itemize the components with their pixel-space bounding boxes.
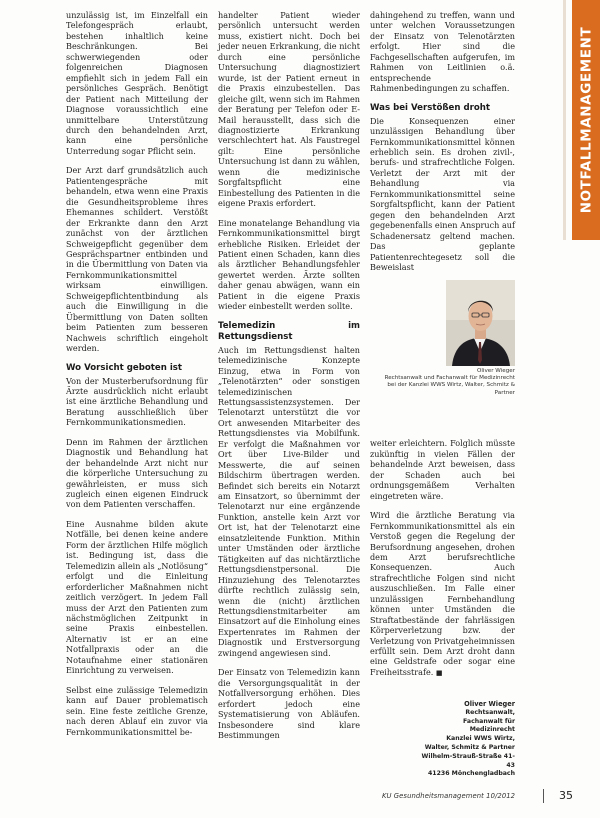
paragraph: weiter erleichtern. Folglich müsste zukünftig in vielen Fällen der behandelnde Arzt beweisen, dass der Schaden auch bei ordnungsgemäßem Verhalten eingetreten wäre.	[370, 438, 515, 501]
section-heading: Wo Vorsicht geboten ist	[66, 362, 183, 373]
paragraph-text: Wird die ärztliche Beratung via Fernkommunikationsmittel als ein Verstoß gegen die Regelung der Berufsordnung angesehen, drohen dem Arzt berufsrechtliche Konsequenzen. Auch strafrechtliche Folgen sind nicht auszuschließen. Im Falle einer unzulässigen Fernbehandlung können unter Umständen die Straftatbestände der fahrlässigen Körperverletzung bzw. der Verletzung von Privatgeheimnissen erfüllt sein. Dem Arzt droht dann eine Geldstrafe oder sogar eine Freiheitsstrafe.	[370, 510, 515, 677]
author-role: Rechtsanwalt,	[465, 708, 515, 716]
sidebar-accent-rule	[563, 0, 566, 240]
page-number: 35	[559, 789, 573, 802]
paragraph: Eine Ausnahme bilden akute Notfälle, bei denen keine andere Form der ärztlichen Hilfe möglich ist. Bedingung ist, dass die Telemedizin allein als „Notlösung“ erfolgt und die Einleitung erforderlicher Maßnahmen nicht zeitlich verzögert. In jedem Fall muss der Arzt den Patienten zum nächstmöglichen Zeitpunkt in seine Praxis einbestellen. Alternativ ist er an eine Notfallpraxis oder an die Notaufnahme einer stationären Einrichtung zu verweisen.	[66, 518, 208, 676]
text-column-2	[218, 10, 360, 749]
author-detail: 41236 Mönchengladbach	[428, 770, 515, 778]
paragraph: Eine monatelange Behandlung via Fernkommunikationsmittel birgt erhebliche Risiken. Erleidet der Patient einen Schaden, kann dies als ärztlicher Behandlungsfehler gewertet werden. Ärzte sollten daher genau abwägen, wann ein Patient in die eigene Praxis wieder einbestellt werden sollte.	[218, 217, 360, 312]
section-heading: Telemedizin im Rettungsdienst	[218, 320, 360, 342]
section-tab-sidebar	[572, 0, 600, 240]
paragraph: Der Einsatz von Telemedizin kann die Versorgungsqualität in der Notfallversorgung erhöhen. Dies erfordert jedoch eine Systematisierung von Abläufen. Insbesondere sind klare Bestimmungen	[218, 667, 360, 740]
paragraph: Selbst eine zulässige Telemedizin kann auf Dauer problematisch sein. Eine feste zeitliche Grenze, nach deren Ablauf ein zuvor via Fernkommunikationsmittel be-	[66, 684, 208, 737]
author-portrait-image	[446, 280, 515, 366]
text-column-1	[66, 10, 208, 746]
section-heading: Was bei Verstößen droht	[370, 102, 491, 113]
author-detail: Walter, Schmitz & Partner	[424, 743, 515, 751]
paragraph	[370, 510, 515, 678]
paragraph: Denn im Rahmen der ärztlichen Diagnostik und Behandlung hat der behandelnde Arzt nicht nur die körperliche Untersuchung zu gewährleisten, er muss sich zugleich einen eigenen Eindruck von dem Patienten verschaffen.	[66, 436, 208, 510]
author-detail: Fachanwalt für Medizinrecht	[463, 717, 515, 734]
publication-name: KU Gesundheitsmanagement 10/2012	[382, 792, 516, 800]
author-detail: Kanzlei WWS Wirtz,	[446, 735, 515, 743]
caption-name: Oliver Wieger	[476, 368, 515, 374]
paragraph: Von der Musterberufsordnung für Ärzte ausdrücklich nicht erlaubt ist eine ärztliche Behandlung und Beratung ausschließlich über Fernkommunikationsmedien.	[66, 375, 208, 428]
paragraph: handelter Patient wieder persönlich untersucht werden muss, existiert nicht. Doch bei jeder neuen Erkrankung, die nicht durch eine persönliche Untersuchung diagnostiziert wurde, ist der Patient erneut in die Praxis einzubestellen. Das gleiche gilt, wenn sich im Rahmen der Beratung per Telefon oder E-Mail herausstellt, dass sich die diagnostizierte Erkrankung verschlechtert hat. Als Faustregel gilt: Eine persönliche Untersuchung ist dann zu wählen, wenn die medizinische Sorgfaltspflicht eine Einbestellung des Patienten in die eigene Praxis erfordert.	[218, 10, 360, 209]
section-label: NOTFALLMANAGEMENT	[578, 26, 595, 214]
paragraph: Die Konsequenzen einer unzulässigen Behandlung über Fernkommunikationsmittel können erheblich sein. Es drohen zivil-, berufs- und strafrechtliche Folgen. Verletzt der Arzt mit der Behandlung via Fernkommunikationsmittel seine Sorgfaltspflicht, kann der Patient gegen den behandelnden Arzt gegebenenfalls einen Anspruch auf Schadenersatz geltend machen. Das geplante Patientenrechtegesetz soll die Beweislast	[370, 115, 515, 272]
paragraph: unzulässig ist, im Einzelfall ein Telefongespräch erlaubt, bestehen inhaltlich keine Beschränkungen. Bei schwerwiegenden oder folgenreichen Diagnosen empfiehlt sich in jedem Fall ein persönliches Gespräch. Benötigt der Patient nach Mitteilung der Diagnose voraussichtlich eine unmittelbare Unterstützung durch den behandelnden Arzt, kann eine persönliche Unterredung sogar Pflicht sein.	[66, 10, 208, 156]
footer-divider	[543, 789, 544, 803]
paragraph: Der Arzt darf grundsätzlich auch Patientengespräche mit behandeln, etwa wenn eine Praxis die Gesundheitsprobleme ihres Ehemannes schildert. Verstößt der Erkrankte dann den Arzt zunächst von der ärztlichen Schweigepflicht gegenüber dem Gesprächspartner entbinden und in die Übermittlung von Daten via Fernkommunikationsmittel wirksam einwilligen. Schweigepflichtentbindung als auch die Einwilligung in die Übermittlung von Daten sollten beim Patienten zum besseren Nachweis schriftlich eingeholt werden.	[66, 165, 208, 354]
paragraph: dahingehend zu treffen, wann und unter welchen Voraussetzungen der Einsatz von Telenotärzten erfolgt. Hier sind die Fachgesellschaften aufgerufen, im Rahmen von Leitlinien o.ä. entsprechende Rahmenbedingungen zu schaffen.	[370, 10, 515, 94]
caption-line: bei der Kanzlei WWS Wirtz, Walter, Schmitz & Partner	[387, 382, 515, 396]
end-of-article-mark: ■	[435, 668, 443, 677]
author-detail: Wilhelm-Strauß-Straße 41-43	[421, 752, 515, 769]
author-name: Oliver Wieger	[464, 700, 515, 708]
photo-caption	[376, 368, 515, 397]
author-photo	[446, 280, 515, 366]
caption-line: Rechtsanwalt und Fachanwalt für Medizinrecht	[384, 375, 515, 382]
author-bio-box	[418, 700, 515, 779]
page-footer	[0, 788, 600, 808]
paragraph: Auch im Rettungsdienst halten telemedizinische Konzepte Einzug, etwa in Form von „Telenotärzten“ oder sonstigen telemedizinischen Rettungsassistenzsystemen. Der Telenotarzt unterstützt die vor Ort anwesenden Mitarbeiter des Rettungsdienstes via Mobilfunk. Er verfolgt die Maßnahmen vor Ort über Live-Bilder und Messwerte, die auf seinen Bildschirm übertragen werden. Befindet sich bereits ein Notarzt am Einsatzort, so übernimmt der Telenotarzt nur eine ergänzende Funktion, anstelle kein Arzt vor Ort ist, hat der Telenotarzt eine einsatzleitende Funktion. Mithin unter Umständen oder ärztliche Tätigkeiten auf das nichtärztliche Rettungsdienstpersonal. Die Hinzuziehung des Telenotarztes dürfte rechtlich zulässig sein, wenn die (nicht) ärztlichen Rettungsdienstmitarbeiter am Einsatzort auf die Einholung eines Expertenrates im Rahmen der Diagnostik und Erstversorgung zwingend angewiesen sind.	[218, 344, 360, 658]
